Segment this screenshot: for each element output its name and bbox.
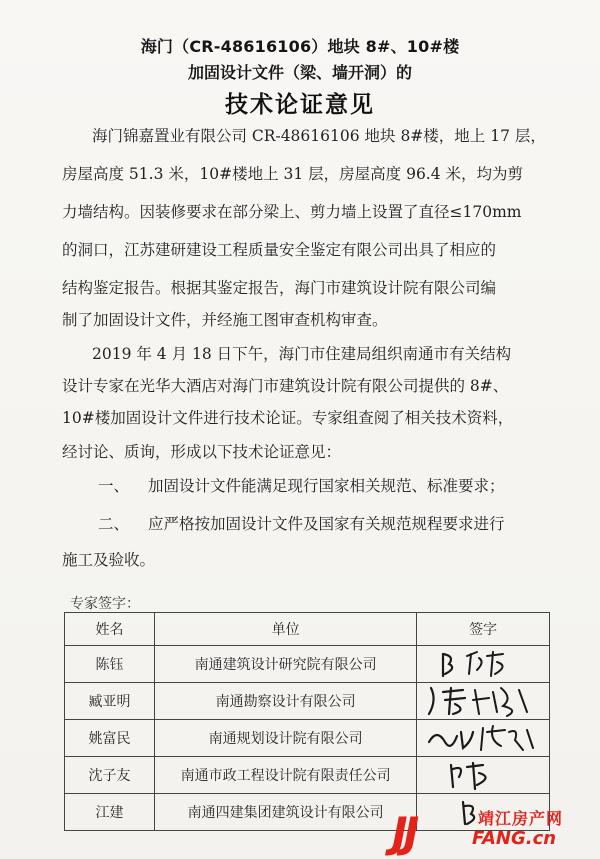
row-unit: 南通市政工程设计院有限责任公司 <box>155 757 417 794</box>
watermark-domain: FANG.cn <box>472 828 557 849</box>
opinion-item2-number: 二、 <box>98 515 130 533</box>
opinion-item2-text: 应严格按加固设计文件及国家有关规范规程要求进行 <box>148 515 505 533</box>
handwritten-signature <box>433 648 533 680</box>
row-unit: 南通规划设计院有限公司 <box>155 720 417 757</box>
opinion-item2-continuation: 施工及验收。 <box>62 551 156 569</box>
paragraph2-line: 2019 年 4 月 18 日下午，海门市住建局组织南通市有关结构 <box>92 345 512 363</box>
row-unit: 南通建筑设计研究院有限公司 <box>155 646 417 683</box>
row-name: 姚富民 <box>65 720 155 757</box>
row-signature <box>417 683 550 720</box>
watermark-jj-letters: JJ <box>392 808 416 857</box>
signature-label: 专家签字： <box>70 596 140 612</box>
row-unit: 南通四建集团建筑设计有限公司 <box>155 794 417 831</box>
paragraph2-line: 10#楼加固设计文件进行技术论证。专家组查阅了相关技术资料， <box>62 409 514 427</box>
row-name: 沈子友 <box>65 757 155 794</box>
header-signature: 签字 <box>417 613 550 646</box>
row-signature <box>417 720 550 757</box>
table-row <box>65 646 550 683</box>
table-header-row <box>65 613 550 646</box>
row-name: 陈钰 <box>65 646 155 683</box>
watermark-logo <box>392 802 600 859</box>
row-name: 江建 <box>65 794 155 831</box>
handwritten-signature <box>443 759 523 791</box>
watermark-site-name: 靖江房产网 <box>478 809 564 828</box>
table-row <box>65 683 550 720</box>
header-name: 姓名 <box>65 613 155 646</box>
row-signature <box>417 757 550 794</box>
document-title-main: 技术论证意见 <box>225 92 375 118</box>
signature-table <box>64 612 550 831</box>
paragraph1-line: 海门锦嘉置业有限公司 CR-48616106 地块 8#楼，地上 17 层， <box>92 127 546 145</box>
paragraph2-line: 经讨论、质询，形成以下技术论证意见： <box>62 443 342 461</box>
handwritten-signature <box>423 684 543 718</box>
paragraph1-line: 力墙结构。因装修要求在部分梁上、剪力墙上设置了直径≤170mm <box>62 203 522 221</box>
document-title-line1: 海门（CR-48616106）地块 8#、10#楼 <box>140 37 460 56</box>
table-row <box>65 720 550 757</box>
row-unit: 南通勘察设计有限公司 <box>155 683 417 720</box>
paragraph1-line: 制了加固设计文件，并经施工图审查机构审查。 <box>62 311 388 329</box>
document-title-line2: 加固设计文件（梁、墙开洞）的 <box>187 63 412 82</box>
paragraph2-line: 设计专家在光华大酒店对海门市建筑设计院有限公司提供的 8#、 <box>62 377 509 395</box>
table-row <box>65 757 550 794</box>
row-signature <box>417 646 550 683</box>
handwritten-signature <box>423 722 543 754</box>
paragraph1-line: 房屋高度 51.3 米，10#楼地上 31 层，房屋高度 96.4 米，均为剪 <box>62 165 524 183</box>
header-unit: 单位 <box>155 613 417 646</box>
opinion-item1-number: 一、 <box>98 477 130 495</box>
row-name: 臧亚明 <box>65 683 155 720</box>
paragraph1-line: 的洞口，江苏建研建设工程质量安全鉴定有限公司出具了相应的 <box>62 241 497 259</box>
opinion-item1-text: 加固设计文件能满足现行国家相关规范、标准要求； <box>148 477 505 495</box>
paragraph1-line: 结构鉴定报告。根据其鉴定报告，海门市建筑设计院有限公司编 <box>62 279 497 297</box>
